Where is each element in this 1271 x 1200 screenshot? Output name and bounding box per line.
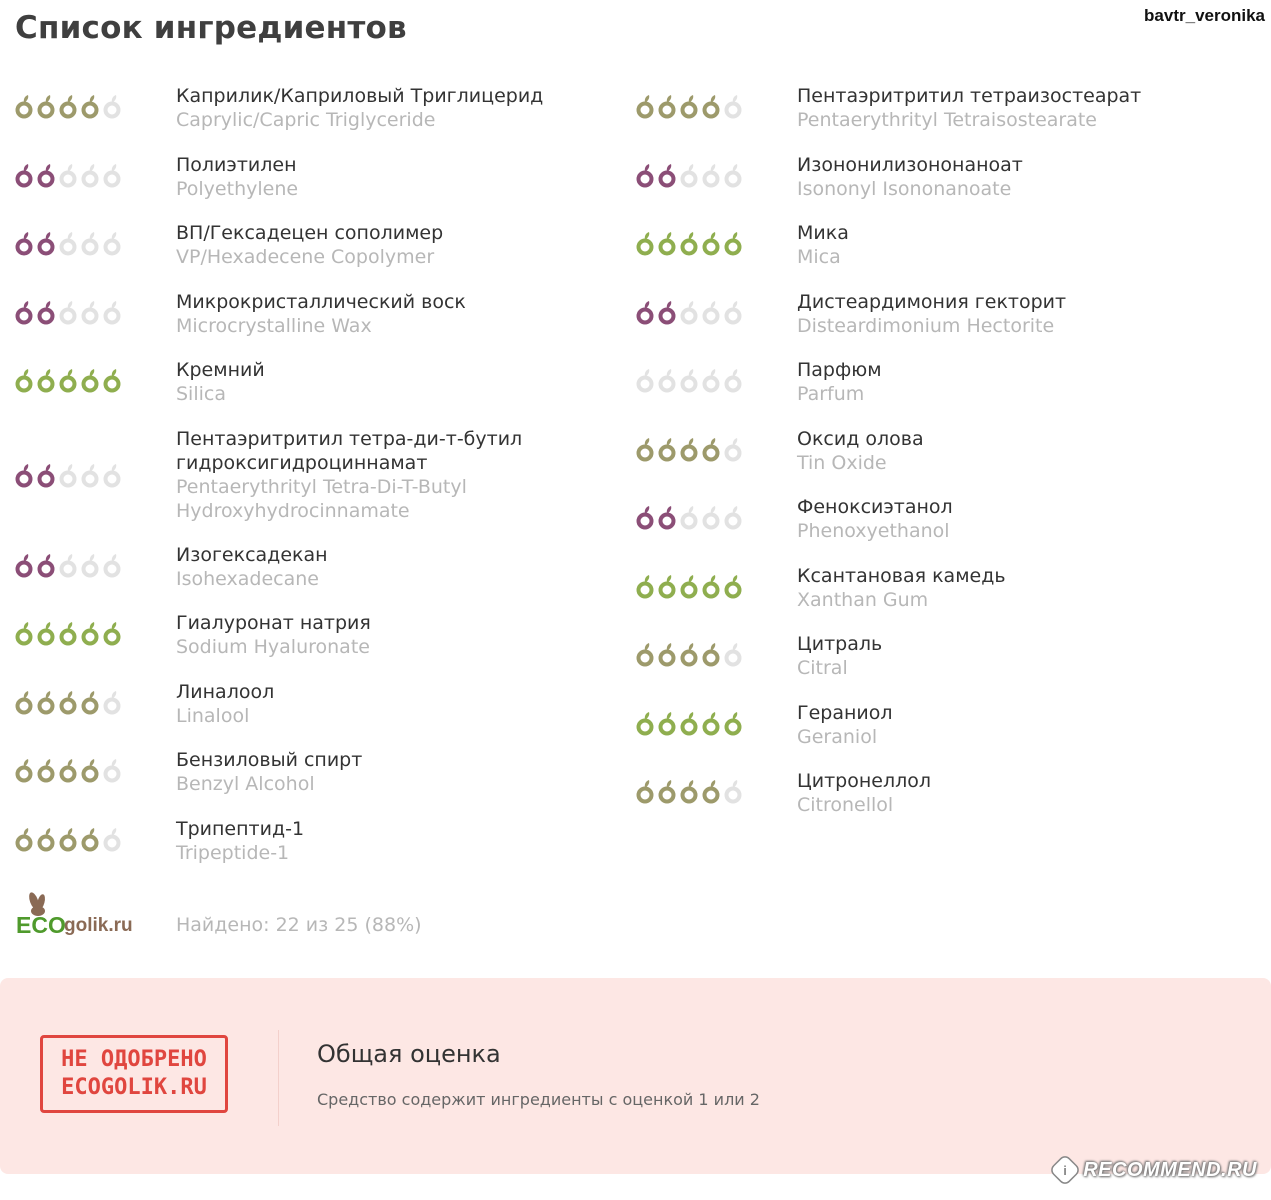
ingredient-item[interactable] [14,290,634,359]
rating-drop-icon [723,642,743,668]
ingredient-name-ru: Бензиловый спирт [176,749,363,771]
logo-golik-text: golik.ru [64,915,133,936]
ingredient-name-ru: Каприлик/Каприловый Триглицерид [176,85,544,107]
rating-drop-icon [723,300,743,326]
rating-drop-icon [657,368,677,394]
ingredient-names [176,358,634,406]
ingredient-name-ru: Оксид олова [797,427,924,450]
page-title: Список ингредиентов [15,10,407,46]
rating-drop-icon [80,553,100,579]
ingredient-rating [635,300,743,326]
ingredient-name-inci: Microcrystalline Wax [176,314,372,337]
rating-drop-icon [58,553,78,579]
verdict-title: Общая оценка [317,1040,501,1068]
rating-drop-icon [36,621,56,647]
ingredient-rating [635,437,743,463]
ingredient-rating [14,163,122,189]
ingredient-name-inci: Polyethylene [176,177,299,200]
rating-drop-icon [80,690,100,716]
rating-drop-icon [80,300,100,326]
ingredient-item[interactable] [14,221,634,290]
ingredient-names [797,427,1255,475]
rating-drop-icon [701,505,721,531]
ingredient-rating [635,574,743,600]
rating-drop-icon [58,94,78,120]
rating-drop-icon [80,368,100,394]
ingredient-name-inci: Citronellol [797,794,894,816]
rating-drop-icon [635,94,655,120]
rating-drop-icon [635,574,655,600]
ingredient-item[interactable] [635,84,1255,153]
ingredient-names [797,84,1255,132]
ingredient-name-ru: Цитраль [797,633,883,655]
ingredient-name-inci: Xanthan Gum [797,588,929,611]
rating-drop-icon [679,779,699,805]
rating-drop-icon [701,368,721,394]
rating-drop-icon [723,574,743,600]
ingredient-footer [14,884,614,944]
stamp-line-1: НЕ ОДОБРЕНО [61,1047,207,1072]
rating-drop-icon [657,642,677,668]
rating-drop-icon [102,163,122,189]
ingredient-name-inci: Mica [797,246,841,268]
ingredient-name-inci: Benzyl Alcohol [176,773,315,795]
rating-drop-icon [14,621,34,647]
rating-drop-icon [102,231,122,257]
ingredient-item[interactable] [635,427,1255,496]
ingredient-name-ru: Гераниол [797,701,893,724]
stamp-line-2: ECOGOLIK.RU [61,1075,207,1100]
verdict-panel [0,978,1271,1174]
rating-drop-icon [701,300,721,326]
found-count: Найдено: 22 из 25 (88%) [176,914,422,936]
ingredient-names [797,769,1255,817]
ingredient-name-inci: Citral [797,657,848,679]
ingredient-name-inci: Tripeptide-1 [176,841,290,864]
rating-drop-icon [14,231,34,257]
ingredient-names [797,495,1255,543]
ingredient-rating [635,368,743,394]
rating-drop-icon [14,758,34,784]
rating-drop-icon [102,463,122,489]
ingredient-rating [14,690,122,716]
ingredient-rating [635,642,743,668]
rating-drop-icon [58,827,78,853]
rating-drop-icon [723,94,743,120]
ingredient-name-inci: Linalool [176,704,250,727]
rating-drop-icon [679,505,699,531]
ingredient-name-inci: Caprylic/Capric Triglyceride [176,109,436,131]
ingredient-name-ru: Кремний [176,359,265,381]
ingredient-item[interactable] [635,221,1255,290]
rating-drop-icon [635,300,655,326]
rating-drop-icon [679,642,699,668]
ingredient-names [176,221,634,269]
rating-drop-icon [635,163,655,189]
rating-drop-icon [657,94,677,120]
ingredient-name-ru: Дистеардимония гекторит [797,290,1067,313]
ingredient-rating [635,779,743,805]
ingredient-rating [14,553,122,579]
rating-drop-icon [58,300,78,326]
rating-drop-icon [102,553,122,579]
rating-drop-icon [701,711,721,737]
ingredient-name-ru: Пентаэритритил тетраизостеарат [797,85,1142,107]
rating-drop-icon [36,94,56,120]
rating-drop-icon [36,690,56,716]
rating-drop-icon [657,231,677,257]
rating-drop-icon [102,690,122,716]
rating-drop-icon [14,94,34,120]
rating-drop-icon [102,368,122,394]
ingredient-item[interactable] [14,427,634,543]
ingredient-names [797,358,1255,406]
rating-drop-icon [102,300,122,326]
ingredient-list-left [14,84,634,885]
ingredient-names [176,680,634,728]
ingredient-list-right [635,84,1255,838]
rating-drop-icon [679,300,699,326]
ingredient-name-ru: Изононилизононаноат [797,153,1023,176]
ingredient-names [797,632,1255,680]
ingredient-name-ru: Цитронеллол [797,770,932,792]
rating-drop-icon [14,163,34,189]
rating-drop-icon [102,758,122,784]
rating-drop-icon [14,553,34,579]
rating-drop-icon [657,779,677,805]
ingredient-rating [14,368,122,394]
rating-drop-icon [701,231,721,257]
rating-drop-icon [657,574,677,600]
ingredient-name-inci: Silica [176,383,226,405]
rating-drop-icon [36,300,56,326]
verdict-description: Средство содержит ингредиенты с оценкой 1 или 2 [317,1090,760,1109]
ingredient-item[interactable] [14,358,634,427]
ingredient-item[interactable] [14,817,634,886]
ingredient-names [176,84,634,132]
ingredient-names [176,153,634,201]
rating-drop-icon [635,437,655,463]
ingredient-item[interactable] [635,290,1255,359]
rating-drop-icon [679,231,699,257]
ingredient-rating [14,94,122,120]
ingredient-name-ru: Трипептид-1 [176,817,305,840]
rating-drop-icon [679,163,699,189]
rating-drop-icon [679,368,699,394]
ingredient-name-ru: ВП/Гексадецен сополимер [176,222,444,244]
rating-drop-icon [701,94,721,120]
rating-drop-icon [635,642,655,668]
rating-drop-icon [723,505,743,531]
ingredient-item[interactable] [635,769,1255,838]
ingredient-rating [635,163,743,189]
rating-drop-icon [657,300,677,326]
ingredient-item[interactable] [14,680,634,749]
ingredient-names [797,221,1255,269]
ingredient-item[interactable] [635,495,1255,564]
rating-drop-icon [80,758,100,784]
ingredient-name-inci: Pentaerythrityl Tetra-Di-T-Butyl Hydroxyhydrocinnamate [176,475,467,522]
rating-drop-icon [80,163,100,189]
ingredient-name-inci: Sodium Hyaluronate [176,636,370,658]
rating-drop-icon [701,437,721,463]
ingredient-name-inci: Isohexadecane [176,567,319,590]
rating-drop-icon [58,690,78,716]
rating-drop-icon [80,94,100,120]
ingredient-rating [635,94,743,120]
rating-drop-icon [657,505,677,531]
ingredient-name-inci: Isononyl Isononanoate [797,177,1012,200]
rating-drop-icon [723,711,743,737]
ingredient-names [176,611,634,659]
rating-drop-icon [657,163,677,189]
ingredient-name-inci: Disteardimonium Hectorite [797,314,1055,337]
ingredient-item[interactable] [635,153,1255,222]
ingredient-item[interactable] [635,564,1255,633]
ingredient-names [176,290,634,338]
ingredient-names [176,543,634,591]
ingredient-names [176,748,634,796]
rating-drop-icon [36,231,56,257]
rating-drop-icon [679,574,699,600]
username-label: bavtr_veronika [1144,6,1265,25]
rating-drop-icon [36,758,56,784]
rating-drop-icon [36,368,56,394]
ingredient-rating [14,300,122,326]
ingredient-name-ru: Полиэтилен [176,153,297,176]
rating-drop-icon [701,163,721,189]
ingredient-rating [635,505,743,531]
ingredient-name-inci: Phenoxyethanol [797,520,950,542]
rating-drop-icon [80,621,100,647]
recommend-logo-icon [1051,1156,1079,1184]
rating-drop-icon [701,642,721,668]
ingredient-rating [635,711,743,737]
rating-drop-icon [635,368,655,394]
rating-drop-icon [102,827,122,853]
rating-drop-icon [58,368,78,394]
rating-drop-icon [102,94,122,120]
rating-drop-icon [701,779,721,805]
rating-drop-icon [635,231,655,257]
watermark-text: RECOMMEND.RU [1083,1158,1257,1181]
ingredient-item[interactable] [635,632,1255,701]
rating-drop-icon [679,711,699,737]
rating-drop-icon [80,463,100,489]
rating-drop-icon [14,827,34,853]
rating-drop-icon [635,779,655,805]
ingredient-name-inci: VP/Hexadecene Copolymer [176,246,435,268]
rating-drop-icon [14,300,34,326]
rating-drop-icon [58,163,78,189]
rating-drop-icon [701,574,721,600]
ingredient-item[interactable] [635,701,1255,770]
rating-drop-icon [657,437,677,463]
rating-drop-icon [58,758,78,784]
rating-drop-icon [635,711,655,737]
rating-drop-icon [36,163,56,189]
ingredient-name-ru: Феноксиэтанол [797,496,953,518]
ingredient-names [797,290,1255,338]
ingredient-name-ru: Линалоол [176,680,275,703]
rating-drop-icon [58,621,78,647]
rating-drop-icon [36,463,56,489]
rating-drop-icon [679,94,699,120]
ingredient-name-ru: Пентаэритритил тетра-ди-т-бутил гидроксигидроциннамат [176,427,523,474]
ingredient-names [797,564,1255,612]
ingredient-item[interactable] [14,153,634,222]
not-approved-stamp [40,1035,228,1113]
ecogolik-logo[interactable] [14,884,154,940]
rating-drop-icon [14,690,34,716]
ingredient-item[interactable] [14,611,634,680]
ingredient-names [176,817,634,865]
rating-drop-icon [14,368,34,394]
ingredient-name-inci: Parfum [797,383,865,405]
recommend-watermark [1051,1156,1257,1184]
rating-drop-icon [58,231,78,257]
ingredient-rating [14,621,122,647]
ingredient-item[interactable] [14,84,634,153]
ingredient-name-ru: Изогексадекан [176,543,328,566]
rating-drop-icon [723,231,743,257]
ingredient-name-inci: Pentaerythrityl Tetraisostearate [797,109,1097,131]
ingredient-name-ru: Микрокристаллический воск [176,290,466,313]
ingredient-names [176,427,634,523]
ingredient-rating [14,758,122,784]
rating-drop-icon [102,621,122,647]
rating-drop-icon [36,827,56,853]
rating-drop-icon [635,505,655,531]
ingredient-item[interactable] [14,543,634,612]
rating-drop-icon [80,231,100,257]
ingredient-name-ru: Гиалуронат натрия [176,612,371,634]
ingredient-name-inci: Tin Oxide [797,451,887,474]
ingredient-item[interactable] [635,358,1255,427]
ingredient-item[interactable] [14,748,634,817]
ingredient-rating [14,827,122,853]
rating-drop-icon [723,368,743,394]
ingredient-rating [14,463,122,489]
rating-drop-icon [723,437,743,463]
svg-text:i: i [1063,1163,1068,1178]
panel-divider [278,1030,279,1126]
rating-drop-icon [679,437,699,463]
ingredient-name-ru: Парфюм [797,359,882,381]
rating-drop-icon [14,463,34,489]
ingredient-rating [635,231,743,257]
rating-drop-icon [723,163,743,189]
rating-drop-icon [80,827,100,853]
ingredient-names [797,153,1255,201]
rating-drop-icon [36,553,56,579]
ingredient-name-ru: Ксантановая камедь [797,564,1006,587]
logo-eco-text: ECO [16,912,66,938]
rating-drop-icon [723,779,743,805]
rating-drop-icon [657,711,677,737]
ingredient-names [797,701,1255,749]
ingredient-name-ru: Мика [797,222,849,244]
ingredient-rating [14,231,122,257]
ingredient-name-inci: Geraniol [797,725,878,748]
rating-drop-icon [58,463,78,489]
